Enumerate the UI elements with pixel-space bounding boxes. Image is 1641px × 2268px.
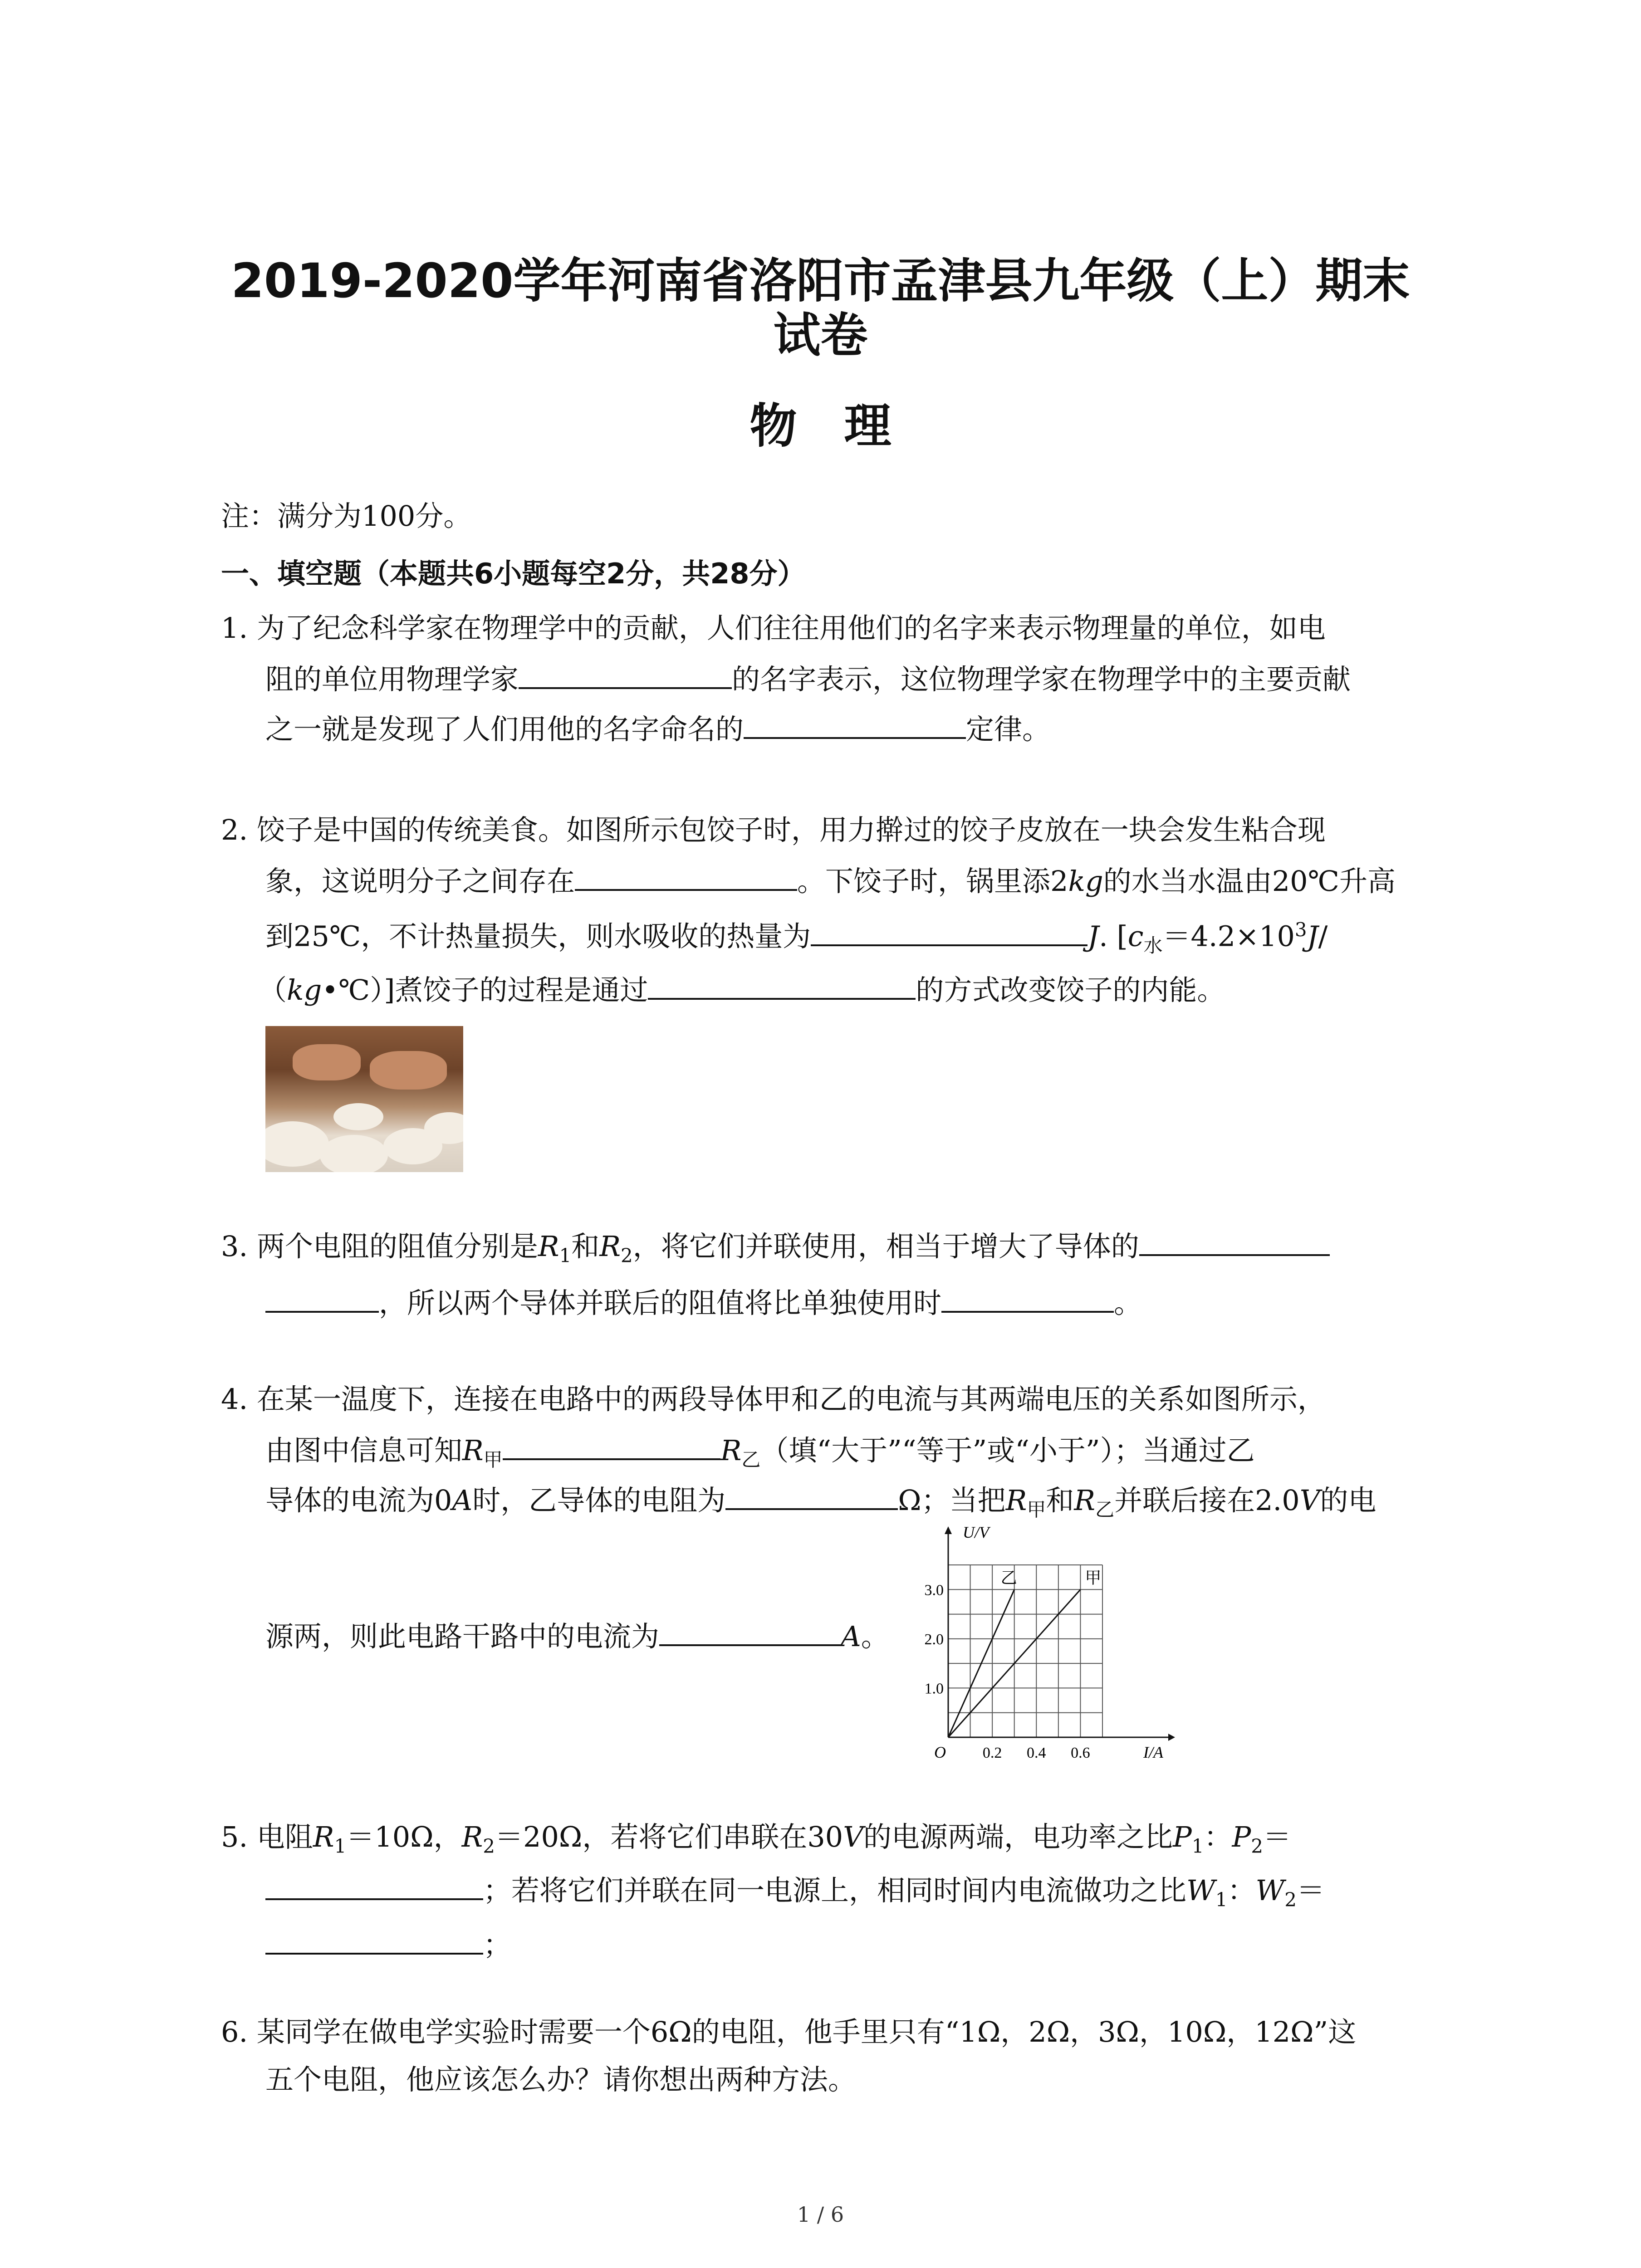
page-title-cont: 试卷	[773, 308, 868, 363]
q3-line2: ，所以两个导体并联后的阻值将比单独使用时 。	[265, 1284, 1142, 1321]
series-label: 甲	[1085, 1569, 1102, 1588]
score-note: 注：满分为100分。	[221, 499, 472, 533]
q4-line4: 源两，则此电路干路中的电流为 A。	[265, 1617, 889, 1655]
x-tick-label: 0.6	[1071, 1745, 1090, 1760]
q6-line1: 6. 某同学在做电学实验时需要一个6Ω的电阻，他手里只有“1Ω，2Ω，3Ω，10Ω，12Ω”这	[221, 2015, 1357, 2048]
q2-line1: 2. 饺子是中国的传统美食。如图所示包饺子时，用力擀过的饺子皮放在一块会发生粘合现	[221, 813, 1326, 846]
page-title: 2019-2020学年河南省洛阳市孟津县九年级（上）期末	[231, 253, 1410, 308]
q2-line2: 象，这说明分子之间存在 。下饺子时，锅里添2kg的水当水温由20℃升高	[265, 862, 1396, 899]
answer-blank[interactable]	[811, 917, 1087, 946]
x-axis-label: I/A	[1143, 1743, 1163, 1760]
answer-blank[interactable]	[725, 1481, 898, 1510]
q4-line3: 导体的电流为0A时，乙导体的电阻为 Ω；当把$R_甲$和$R_乙$并联后接在2.0V的电	[265, 1481, 1376, 1528]
q4-line1: 4. 在某一温度下，连接在电路中的两段导体甲和乙的电流与其两端电压的关系如图所示，	[221, 1383, 1326, 1416]
answer-blank[interactable]	[265, 1284, 379, 1313]
q5-line2: ；若将它们并联在同一电源上，相同时间内电流做功之比$W_1$：$W_2=$	[265, 1871, 1325, 1918]
q1-line3: 之一就是发现了人们用他的名字命名的 定律。	[265, 710, 1050, 748]
answer-blank[interactable]	[941, 1284, 1114, 1313]
ui-graph	[921, 1524, 1175, 1760]
y-axis-label: U/V	[963, 1524, 989, 1541]
origin-label: O	[934, 1743, 946, 1760]
q4-line2: 由图中信息可知$R_甲$ $R_乙$（填“大于”“等于”或“小于”）；当通过乙	[265, 1431, 1255, 1478]
q2-line3: 到25℃，不计热量损失，则水吸收的热量为 J. [$c_水=4.2\times 10^3J/$	[265, 912, 1327, 964]
series-label: 乙	[1000, 1569, 1017, 1588]
y-axis-arrow	[945, 1526, 952, 1534]
x-tick-label: 0.4	[1027, 1745, 1046, 1760]
answer-blank[interactable]	[744, 710, 966, 739]
y-tick-label: 2.0	[924, 1631, 944, 1648]
q1-line1: 1. 为了纪念科学家在物理学中的贡献，人们往往用他们的名字来表示物理量的单位，如电	[221, 611, 1326, 645]
answer-blank[interactable]	[1139, 1227, 1330, 1256]
answer-blank[interactable]	[659, 1617, 841, 1646]
answer-blank[interactable]	[575, 862, 797, 891]
q6-line2: 五个电阻，他应该怎么办？请你想出两种方法。	[265, 2063, 857, 2096]
q5-line3: ；	[265, 1926, 511, 1963]
subject-title: 物 理	[749, 398, 892, 454]
answer-blank[interactable]	[265, 1871, 483, 1900]
chart-series	[948, 1569, 1101, 1737]
answer-blank[interactable]	[265, 1926, 483, 1955]
q3-line1: 3. 两个电阻的阻值分别是$R_1$和$R_2$，将它们并联使用，相当于增大了导体的	[221, 1227, 1330, 1274]
dumpling-photo	[265, 1026, 463, 1172]
section-heading: 一、填空题（本题共6小题每空2分，共28分）	[221, 557, 806, 590]
page-number: 1 / 6	[797, 2202, 844, 2227]
x-axis-arrow	[1168, 1734, 1175, 1741]
x-tick-label: 0.2	[982, 1745, 1002, 1760]
y-tick-label: 1.0	[924, 1680, 944, 1697]
answer-blank[interactable]	[519, 660, 732, 689]
q1-line2: 阻的单位用物理学家 的名字表示，这位物理学家在物理学中的主要贡献	[265, 660, 1351, 698]
q5-line1: 5. 电阻$R_1=10\Omega$，$R_2=20\Omega$，若将它们串联在30V的电源两端，电功率之比$P_1$：$P_2=$	[221, 1820, 1291, 1857]
answer-blank[interactable]	[648, 971, 916, 1000]
y-tick-label: 3.0	[924, 1582, 944, 1599]
q2-line4: （kg•℃）]煮饺子的过程是通过 的方式改变饺子的内能。	[259, 971, 1225, 1008]
answer-blank[interactable]	[503, 1431, 720, 1460]
